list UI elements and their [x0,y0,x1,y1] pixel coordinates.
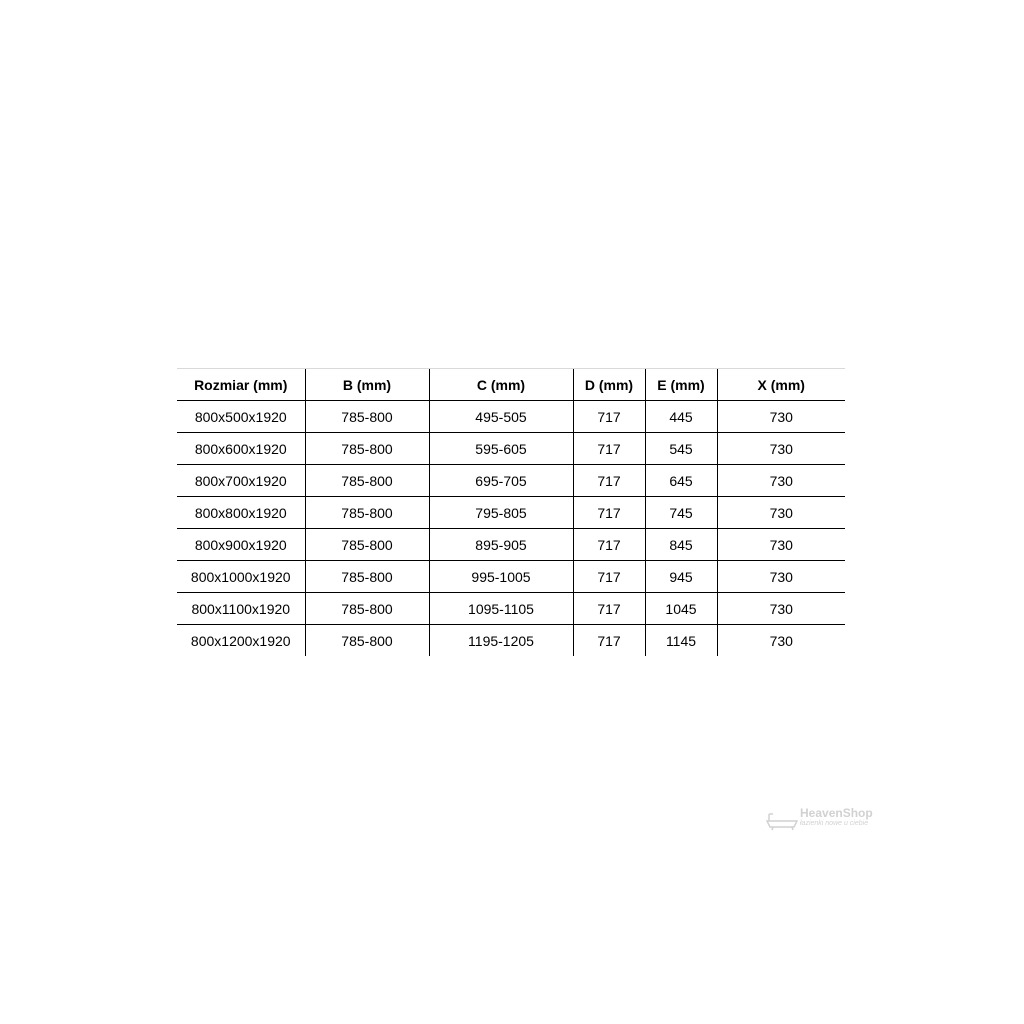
cell-b: 785-800 [305,529,429,561]
watermark-tagline: łazienki nowe u ciebie [800,820,869,827]
header-cell-c: C (mm) [429,369,573,401]
cell-size: 800x800x1920 [177,497,305,529]
table-row [177,625,845,657]
cell-x: 730 [717,593,845,625]
cell-size: 800x500x1920 [177,401,305,433]
table-row [177,561,845,593]
cell-e: 845 [645,529,717,561]
cell-size: 800x1200x1920 [190,632,291,649]
cell-size: 800x1000x1920 [177,561,305,593]
table-row [177,433,845,465]
cell-x: 730 [717,625,845,657]
table-row [177,497,845,529]
cell-c: 995-1005 [429,561,573,593]
cell-size: 800x1100x1920 [177,593,305,625]
header-cell-x: X (mm) [717,369,845,401]
cell-c: 595-605 [429,433,573,465]
cell-x: 730 [717,433,845,465]
cell-b: 785-800 [305,401,429,433]
cell-x: 730 [717,465,845,497]
cell-x: 730 [717,561,845,593]
cell-d: 717 [573,593,645,625]
watermark-logo [766,805,876,833]
table-header [177,369,845,401]
cell-x: 730 [717,401,845,433]
cell-c: 795-805 [429,497,573,529]
cell-e: 1145 [645,625,717,657]
cell-b: 785-800 [305,593,429,625]
header-cell-size: Rozmiar (mm) [177,369,305,401]
header-row [177,369,845,401]
cell-c: 695-705 [429,465,573,497]
cell-d: 717 [573,497,645,529]
cell-size: 800x600x1920 [177,433,305,465]
table-row [177,465,845,497]
table-row [177,401,845,433]
cell-d: 717 [573,561,645,593]
cell-b: 785-800 [305,465,429,497]
cell-d: 717 [573,625,645,657]
watermark-brand: HeavenShop [800,806,873,820]
header-cell-b: B (mm) [305,369,429,401]
header-cell-d: D (mm) [573,369,645,401]
cell-b: 785-800 [305,561,429,593]
cell-e: 745 [645,497,717,529]
cell-e: 445 [645,401,717,433]
table-body [177,401,845,657]
cell-b: 785-800 [305,433,429,465]
cell-x: 730 [717,529,845,561]
cell-e: 945 [645,561,717,593]
cell-b: 785-800 [305,625,429,657]
cell-e: 645 [645,465,717,497]
table-row [177,529,845,561]
header-cell-e: E (mm) [645,369,717,401]
cell-c: 495-505 [429,401,573,433]
dimensions-table [177,368,845,656]
table-row [177,593,845,625]
cell-size: 800x900x1920 [177,529,305,561]
cell-d: 717 [573,401,645,433]
cell-e: 545 [645,433,717,465]
bathtub-icon [766,811,798,831]
cell-d: 717 [573,529,645,561]
cell-c: 1095-1105 [429,593,573,625]
cell-size: 800x700x1920 [177,465,305,497]
cell-c: 1195-1205 [429,625,573,657]
cell-b: 785-800 [305,497,429,529]
cell-d: 717 [573,465,645,497]
cell-d: 717 [573,433,645,465]
cell-c: 895-905 [429,529,573,561]
cell-e: 1045 [645,593,717,625]
cell-x: 730 [717,497,845,529]
